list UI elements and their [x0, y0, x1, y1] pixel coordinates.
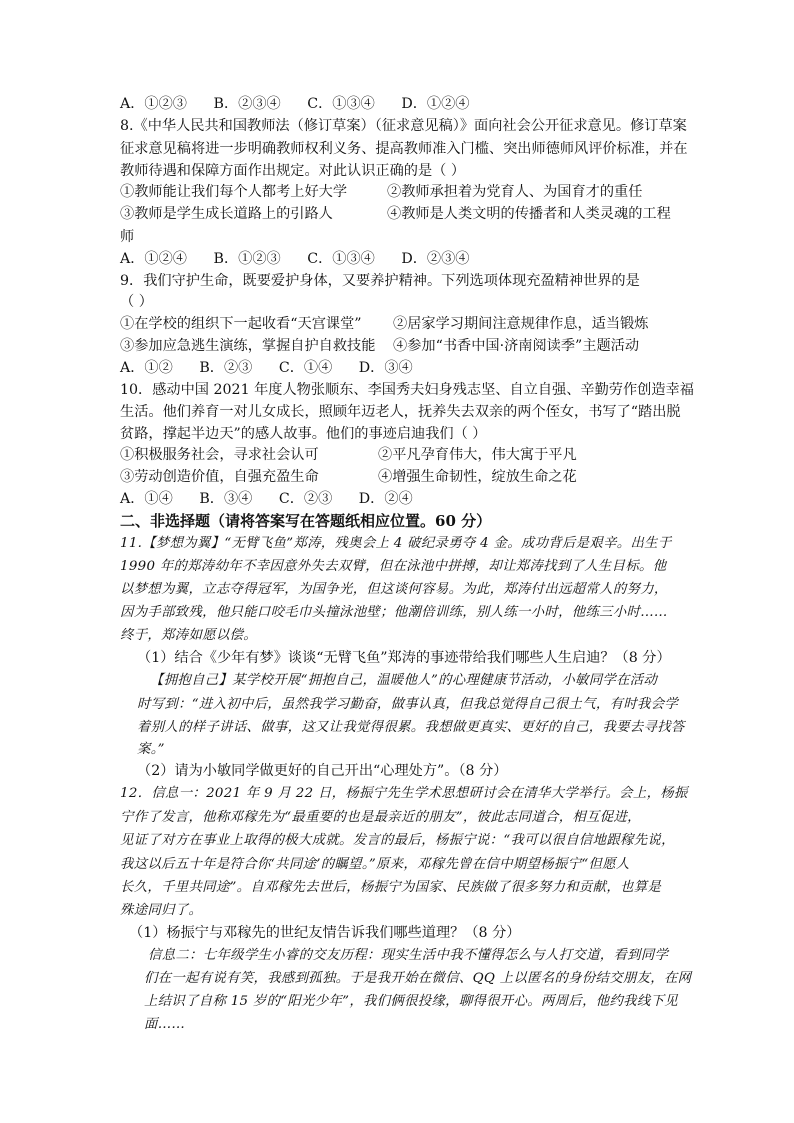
q11-material-line: 终于，郑涛如愿以偿。 — [120, 628, 257, 643]
q12-material2-line: 面…… — [144, 1017, 186, 1032]
q8-stem-line: 8.《中华人民共和国教师法（修订草案）（征求意见稿）》面向社会公开征求意见。修订草案 — [120, 118, 687, 134]
q10-option-b[interactable]: B．③④ — [199, 491, 253, 507]
q9-option-a[interactable]: A．①② — [120, 360, 173, 376]
q12-material-line: 见证了对方在事业上取得的极大成就。发言的最后，杨振宁说：“我可以很自信地跟稼先说， — [120, 833, 675, 848]
q9-item-1: ①在学校的组织下一起收看“天宫课堂” — [120, 316, 362, 332]
q11-question-2: （2）请为小敏同学做更好的自己开出“心理处方”。（8 分） — [137, 763, 508, 779]
q12-question-1: （1）杨振宁与邓稼先的世纪友情告诉我们哪些道理？（8 分） — [129, 925, 521, 941]
q12-material-line: 我这以后五十年是符合你‘共同途’的瞩望。”原来，邓稼先曾在信中期望杨振宁“但愿人 — [120, 857, 630, 872]
q8-item-4-tail: 师 — [120, 229, 135, 245]
q7-option-d[interactable]: D．①②④ — [401, 96, 470, 112]
q10-option-d[interactable]: D．②④ — [358, 491, 413, 507]
q8-item-1: ①教师能让我们每个人都考上好大学 — [120, 184, 348, 200]
q11-material-line: 11.【梦想为翼】“无臂飞鱼”郑涛，残奥会上 4 破纪录勇夺 4 金。成功背后是艰辛。出生于 — [120, 536, 672, 551]
q9-item-2: ②居家学习期间注意规律作息，适当锻炼 — [393, 316, 649, 332]
q8-item-3: ③教师是学生成长道路上的引路人 — [120, 206, 333, 222]
q7-option-c[interactable]: C．①③④ — [307, 96, 375, 112]
q10-option-a[interactable]: A．①④ — [120, 491, 173, 507]
q8-options — [120, 248, 491, 270]
q12-material2-line: 上结识了自称 15 岁的“阳光少年”，我们俩很投缘，聊得很开心。两周后，他约我线下见 — [144, 994, 678, 1009]
q8-option-d[interactable]: D．②③④ — [401, 251, 470, 267]
section-heading: 二、非选择题（请将答案写在答题纸相应位置。60 分） — [120, 512, 492, 530]
q11-material-line: 以梦想为翼，立志夺得冠军，为国争光，但这谈何容易。为此，郑涛付出远超常人的努力， — [120, 582, 668, 597]
q7-options — [120, 93, 491, 115]
q9-option-c[interactable]: C．①④ — [278, 360, 333, 376]
q9-item-3: ③参加应急逃生演练，掌握自护自救技能 — [120, 338, 376, 354]
q10-item-1: ①积极服务社会，寻求社会认可 — [120, 447, 319, 463]
q7-option-b[interactable]: B．②③④ — [213, 96, 281, 112]
q12-material-line: 宁作了发言，他称邓稼先为“最重要的也是最亲近的朋友”，彼此志同道合，相互促进， — [120, 810, 641, 825]
q8-option-a[interactable]: A．①②④ — [120, 251, 187, 267]
q10-options — [120, 488, 435, 510]
q11-material2-line: 时写到：“进入初中后，虽然我学习勤奋，做事认真，但我总觉得自己很土气，有时我会学 — [137, 697, 679, 712]
q8-item-2: ②教师承担着为党育人、为国育才的重任 — [387, 184, 643, 200]
q10-stem-line: 生活。他们养育一对儿女成长，照顾年迈老人，抚养失去双亲的两个侄女，书写了“踏出脱 — [120, 404, 681, 420]
q8-stem-line: 征求意见稿将进一步明确教师权利义务、提高教师准入门槛、突出师德师风评价标准，并在 — [120, 141, 688, 157]
q9-option-b[interactable]: B．②③ — [199, 360, 253, 376]
q9-item-4: ④参加“书香中国·济南阅读季”主题活动 — [393, 338, 640, 354]
q12-material2-line: 信息二：七年级学生小睿的交友历程：现实生活中我不懂得怎么与人打交道，看到同学 — [148, 948, 669, 963]
q10-item-2: ②平凡孕育伟大，伟大寓于平凡 — [378, 447, 577, 463]
q8-stem-line: 教师待遇和保障方面作出规定。对此认识正确的是（ ） — [120, 163, 466, 179]
q8-item-4: ④教师是人类文明的传播者和人类灵魂的工程 — [387, 206, 671, 222]
q10-stem-line: 10．感动中国 2021 年度人物张顺东、李国秀夫妇身残志坚、自立自强、辛勤劳作创造幸福 — [120, 382, 694, 398]
q10-option-c[interactable]: C．②③ — [278, 491, 333, 507]
q10-item-4: ④增强生命韧性，绽放生命之花 — [378, 469, 577, 485]
q10-item-3: ③劳动创造价值，自强充盈生命 — [120, 469, 319, 485]
q8-option-c[interactable]: C．①③④ — [307, 251, 375, 267]
q11-question-1: （1）结合《少年有梦》谈谈“无臂飞鱼”郑涛的事迹带给我们哪些人生启迪？（8 分） — [137, 650, 671, 666]
q12-material-line: 长久，千里共同途”。自邓稼先去世后，杨振宁为国家、民族做了很多努力和贡献，也算是 — [120, 880, 662, 895]
q9-stem-line: 9．我们守护生命，既要爱护身体，又要养护精神。下列选项体现充盈精神世界的是 — [120, 273, 640, 289]
q12-material-line: 殊途同归了。 — [120, 903, 203, 918]
q12-material2-line: 们在一起有说有笑，我感到孤独。于是我开始在微信、QQ 上以匿名的身份结交朋友，在网 — [144, 971, 692, 986]
q11-material2-line: 案。” — [137, 742, 165, 757]
q9-stem-line: （ ） — [120, 294, 153, 310]
q12-material-line: 12．信息一：2021 年 9 月 22 日，杨振宁先生学术思想研讨会在清华大学举行。会上，杨振 — [120, 786, 688, 801]
q7-option-a[interactable]: A．①②③ — [120, 96, 187, 112]
q9-options — [120, 357, 435, 379]
q9-option-d[interactable]: D．③④ — [358, 360, 413, 376]
q11-material2-line: 着别人的样子讲话、做事，这又让我觉得很累。我想做更真实、更好的自己，我要去寻找答 — [137, 720, 685, 735]
q11-material-line: 因为手部致残，他只能口咬毛巾头撞泳池壁；他潮倍训练，别人练一小时，他练三小时…… — [120, 605, 668, 620]
q10-stem-line: 贫路，撑起半边天”的感人故事。他们的事迹启迪我们（ ） — [120, 426, 487, 442]
q8-option-b[interactable]: B．①②③ — [213, 251, 281, 267]
q11-material-line: 1990 年的郑涛幼年不幸因意外失去双臂，但在泳池中拼搏，却让郑涛找到了人生目标。他 — [120, 559, 667, 574]
q11-material2-line: 【拥抱自己】某学校开展“拥抱自己，温暖他人”的心理健康节活动，小敏同学在活动 — [150, 673, 658, 688]
